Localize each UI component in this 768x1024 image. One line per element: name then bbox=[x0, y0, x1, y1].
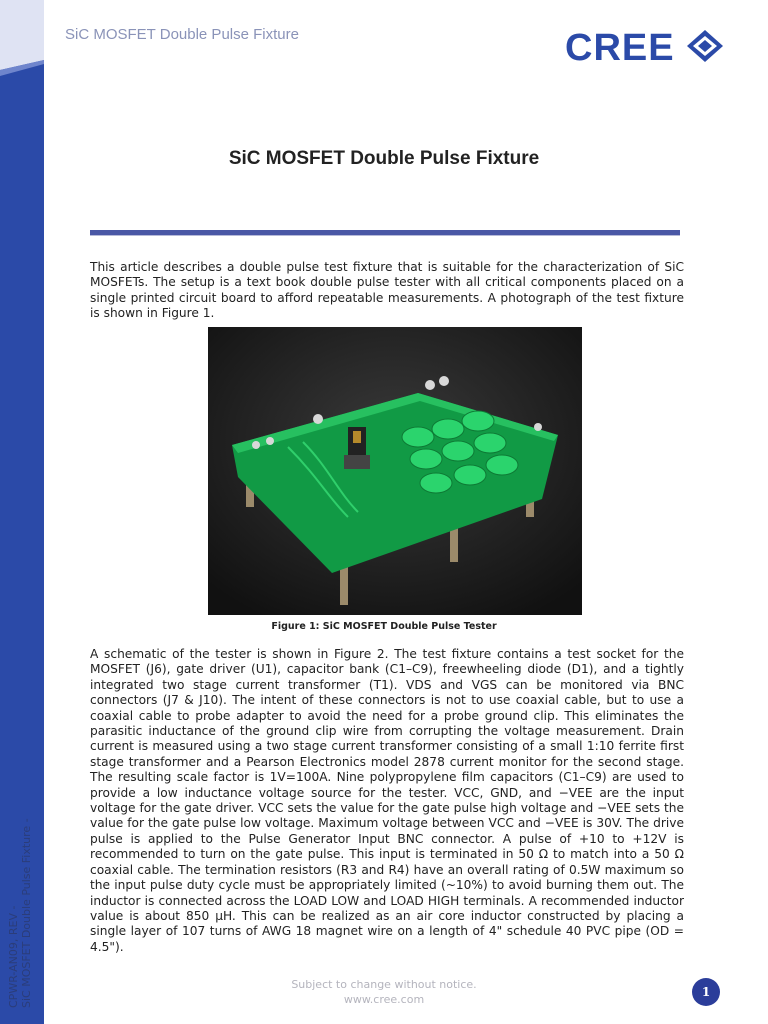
footer-url[interactable]: www.cree.com bbox=[343, 993, 425, 1006]
title-divider bbox=[90, 230, 680, 236]
footer bbox=[0, 977, 768, 1007]
header-title: SiC MOSFET Double Pulse Fixture bbox=[65, 26, 299, 43]
page-number-badge: 1 bbox=[692, 978, 720, 1006]
schematic-paragraph: A schematic of the tester is shown in Figure 2. The test fixture contains a test socket for the MOSFET (J6), gate driver (U1), capacitor bank (C1–C9), freewheeling diode (D1), and a tightly integrated two stage current transformer (T1). VDS and VGS can be monitored via BNC connectors (J7 & J10). The intent of these connectors is not to use coaxial cable, but to use a coaxial cable to probe adapter to avoid the need for a probe ground clip. This eliminates the parasitic inductance of the ground clip wire from corrupting the voltage measurement. Drain current is measured using a two stage current transformer consisting of a small 1:10 ferrite first stage transformer and a Pearson Electronics model 2878 current monitor for the second stage. The resulting scale factor is 1V=100A. Nine polypropylene film capacitors (C1–C9) are used to provide a low inductance voltage source for the tester. VCC, GND, and −VEE are the input voltage for the gate driver. VCC sets the value for the gate pulse high voltage and −VEE sets the value for the gate pulse low voltage. Maximum voltage between VCC and −VEE is 30V. The drive pulse is applied to the Pulse Generator Input BNC connector. A pulse of +10 to +12V is recommended to turn on the gate pulse. This input is terminated in 50 Ω to match into a 50 Ω coaxial cable. The termination resistors (R3 and R4) have an overall rating of 0.5W maximum so the input pulse duty cycle must be appropriately limited (~10%) to avoid burning them out. The inductor is connected across the LOAD LOW and LOAD HIGH terminals. A recommended inductor value is about 850 µH. This can be realized as an air core inductor constructed by placing a single layer of 107 turns of AWG 18 magnet wire on a length of 4" schedule 40 PVC pipe (OD = 4.5"). bbox=[90, 647, 684, 954]
intro-paragraph: This article describes a double pulse test fixture that is suitable for the characterization of SiC MOSFETs. The setup is a text book double pulse tester with all critical components placed on a single printed circuit board to afford repeatable measurements. A photograph of the test fixture is shown in Figure 1. bbox=[90, 260, 684, 321]
cree-logo bbox=[565, 24, 725, 68]
document-title: SiC MOSFET Double Pulse Fixture bbox=[228, 148, 540, 169]
sidebar-line-2: SiC MOSFET Double Pulse Fixture - bbox=[20, 818, 33, 1008]
sidebar-doc-id bbox=[7, 788, 33, 1008]
pcb-photo-graphic bbox=[208, 327, 582, 615]
figure-caption: Figure 1: SiC MOSFET Double Pulse Tester bbox=[271, 621, 497, 632]
logo-text: CREE bbox=[565, 27, 675, 68]
sidebar-line-1: CPWR-AN09, REV - bbox=[7, 905, 20, 1008]
footer-notice: Subject to change without notice. bbox=[291, 978, 477, 991]
figure-photo bbox=[208, 327, 582, 615]
chevron-logo-icon bbox=[687, 30, 723, 62]
